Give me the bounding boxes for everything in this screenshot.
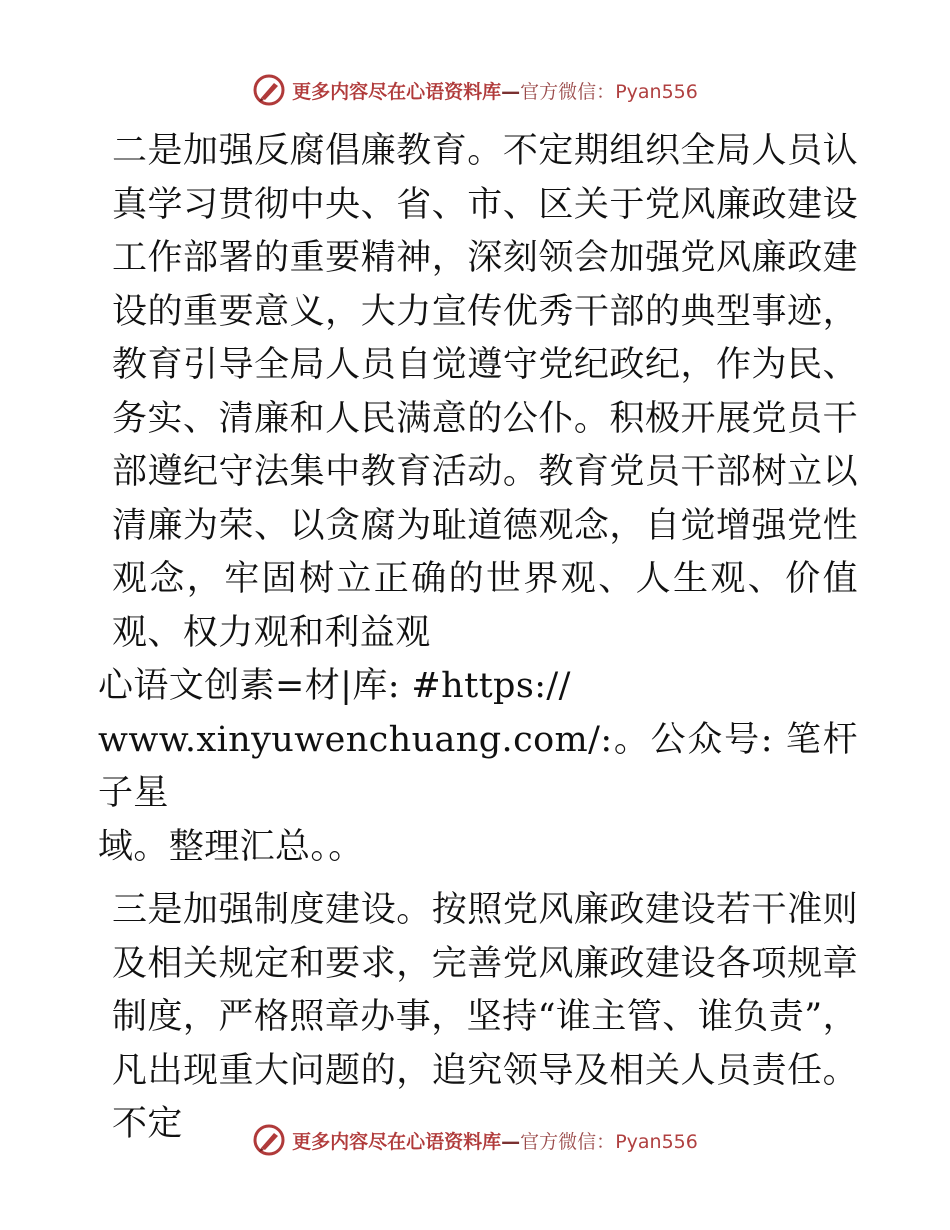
pen-logo-icon [252, 73, 286, 107]
header-wechat-label: 官方微信： [520, 80, 616, 103]
footer-wechat-id: Pyan556 [615, 1130, 698, 1153]
header-banner-title: 更多内容尽在心语资料库 [292, 80, 502, 103]
header-wechat-id: Pyan556 [615, 80, 698, 103]
source-note-line-1: 心语文创素=材|库: #https:// [98, 666, 571, 706]
header-banner-separator: — [501, 80, 521, 103]
footer-banner-separator: — [501, 1130, 521, 1153]
footer-banner-title: 更多内容尽在心语资料库 [292, 1130, 502, 1153]
paragraph-anti-corruption-education: 二是加强反腐倡廉教育。不定期组织全局人员认真学习贯彻中央、省、市、区关于党风廉政建设工作部署的重要精神，深刻领会加强党风廉政建设的重要意义，大力宣传优秀干部的典型事迹，教育引导全局人员自觉遵守党纪政纪，作为民、务实、清廉和人民满意的公仆。积极开展党员干部遵纪守法集中教育活动。教育党员干部树立以清廉为荣、以贪腐为耻道德观念，自觉增强党性观念，牢固树立正确的世界观、人生观、价值观、权力观和利益观 [112, 131, 858, 653]
source-note-line-2: www.xinyuwenchuang.com/:。公众号: 笔杆子星 [98, 719, 858, 813]
header-banner [0, 70, 950, 110]
footer-banner-text [292, 1127, 698, 1154]
header-banner-text [292, 77, 698, 104]
source-note-line-3: 域。整理汇总。。 [98, 826, 364, 867]
pen-logo-icon [252, 1123, 286, 1157]
document-body [98, 125, 858, 1152]
paragraph-system-building: 三是加强制度建设。按照党风廉政建设若干准则及相关规定和要求，完善党风廉政建设各项规章制度，严格照章办事，坚持“谁主管、谁负责”，凡出现重大问题的，追究领导及相关人员责任。不定 [112, 890, 858, 1144]
paragraph-source-note [98, 660, 858, 874]
footer-wechat-label: 官方微信： [520, 1130, 616, 1153]
footer-banner [0, 1120, 950, 1160]
